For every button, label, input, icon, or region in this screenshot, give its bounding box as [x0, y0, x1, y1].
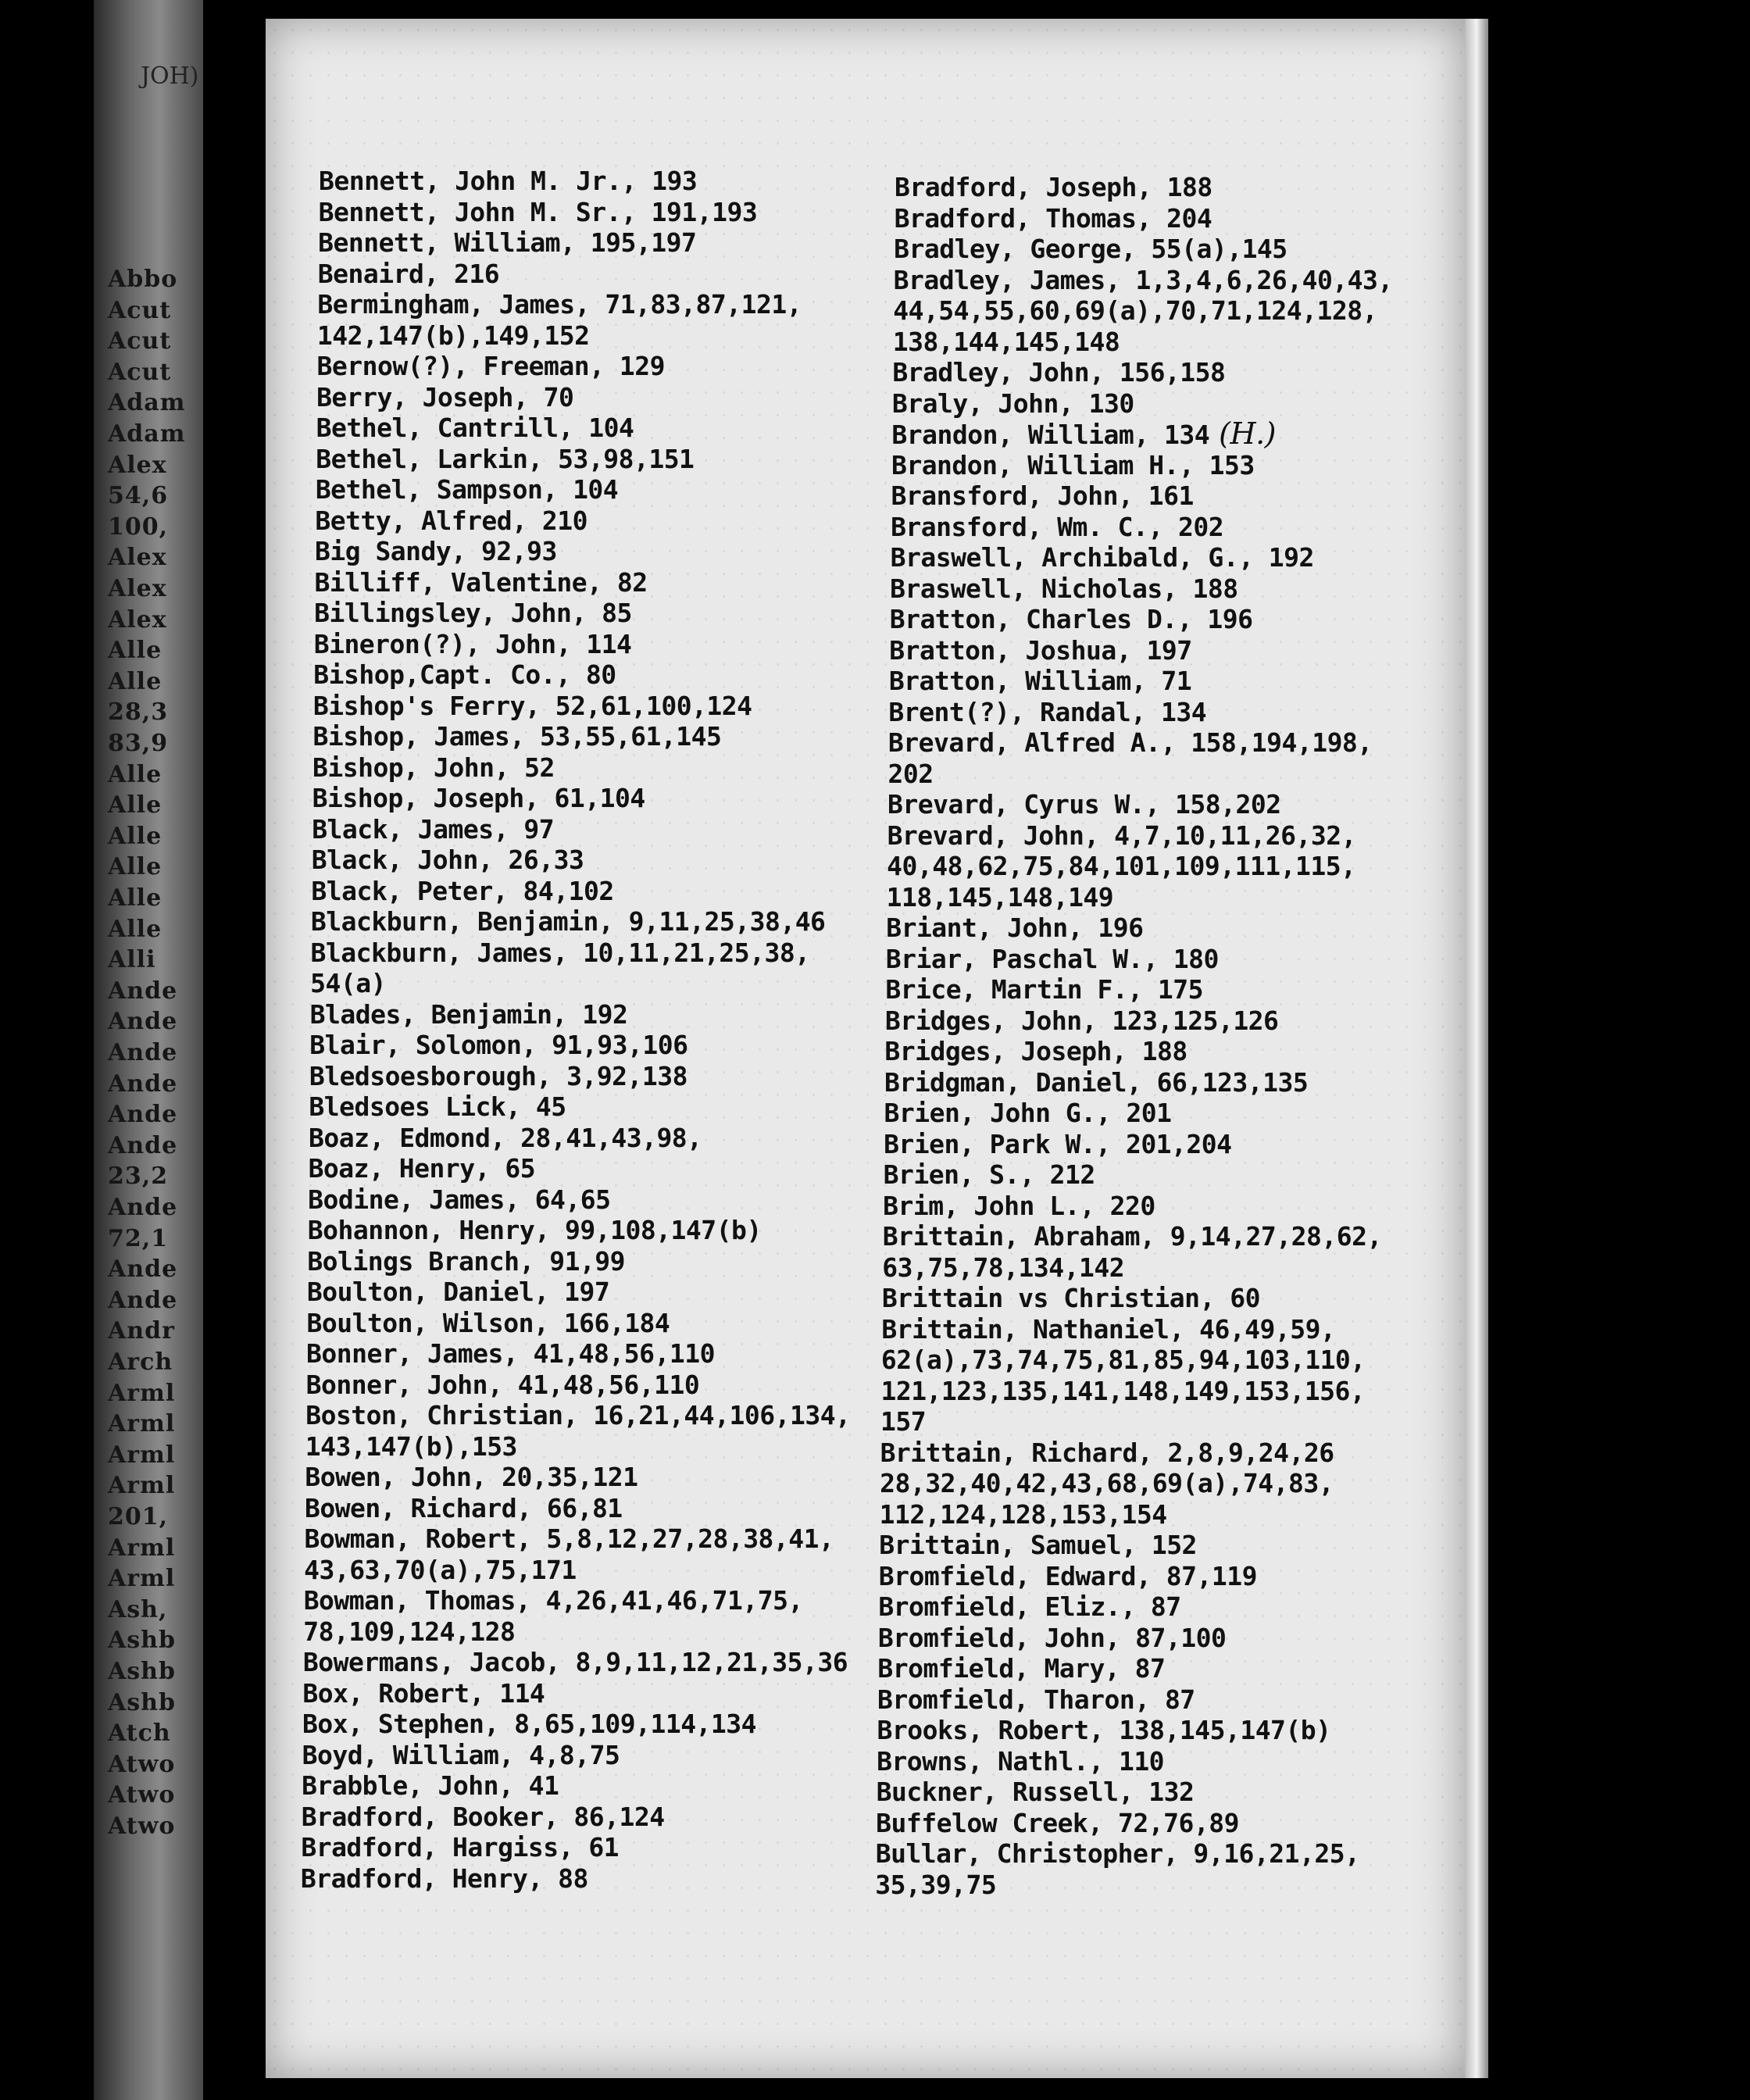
index-entry-text: Bennett, John M. Sr., 191,193: [318, 196, 758, 227]
strip-line: Alle: [108, 667, 162, 695]
strip-line: Ande: [108, 1255, 178, 1284]
index-entry: [306, 1370, 881, 1401]
strip-line: Ande: [108, 1194, 178, 1221]
index-entry: [316, 474, 881, 505]
index-entry-text: Bledsoes Lick, 45: [309, 1091, 566, 1122]
index-entry: [879, 1561, 1457, 1592]
index-entry-text: Bratton, Joshua, 197: [889, 634, 1192, 666]
index-entry-text: Bethel, Larkin, 53,98,151: [316, 443, 695, 474]
strip-line: 100,: [108, 512, 169, 541]
index-entry: [303, 1616, 881, 1648]
index-entry-text: Bromfield, Tharon, 87: [877, 1684, 1195, 1715]
index-entry-text: Brittain, Richard, 2,8,9,24,26: [880, 1437, 1334, 1468]
index-entry: [315, 505, 881, 537]
index-entry: [891, 416, 1457, 451]
index-entry-text: Betty, Alfred, 210: [315, 505, 588, 536]
index-entry-text: Big Sandy, 92,93: [314, 536, 557, 566]
strip-line: Arml: [108, 1472, 176, 1500]
index-entry: [305, 1462, 881, 1493]
left-index-column: [300, 166, 881, 1894]
index-entry: [316, 444, 881, 475]
index-entry: [302, 1770, 881, 1802]
strip-line: Arch: [108, 1348, 173, 1376]
index-entry: [876, 1808, 1457, 1839]
index-entry: [893, 327, 1457, 358]
index-entry-text: 118,145,148,149: [886, 881, 1114, 912]
handwritten-note: (H.): [1219, 416, 1277, 451]
index-entry-text: Bishop's Ferry, 52,61,100,124: [312, 690, 752, 721]
strip-line: Ash,: [108, 1595, 168, 1623]
index-entry: [305, 1493, 881, 1524]
index-entry: [311, 876, 881, 907]
index-entry: [888, 789, 1457, 820]
index-entry: [309, 1030, 881, 1061]
index-entry: [305, 1431, 881, 1462]
index-entry-text: Bohannon, Henry, 99,108,147(b): [307, 1215, 762, 1245]
index-entry-text: Blades, Benjamin, 192: [309, 998, 628, 1030]
index-entry: [309, 1153, 881, 1184]
index-entry: [309, 1061, 881, 1092]
index-entry: [888, 697, 1457, 728]
index-entry: [314, 629, 881, 660]
index-entry-text: Braswell, Nicholas, 188: [890, 573, 1238, 604]
index-entry-text: 78,109,124,128: [303, 1616, 516, 1647]
index-entry: [877, 1746, 1457, 1777]
index-entry-text: Bratton, Charles D., 196: [889, 604, 1253, 634]
index-entry-text: Box, Stephen, 8,65,109,114,134: [302, 1709, 757, 1739]
strip-line: Abbo: [108, 266, 178, 293]
index-entry: [891, 480, 1458, 512]
index-entry-text: Brim, John L., 220: [883, 1190, 1155, 1221]
index-entry-text: Brooks, Robert, 138,145,147(b): [877, 1715, 1331, 1745]
index-entry-text: Boulton, Wilson, 166,184: [306, 1307, 670, 1338]
strip-line: Andr: [108, 1317, 175, 1345]
index-entry: [880, 1438, 1457, 1469]
strip-line: Alle: [108, 760, 162, 788]
index-entry-text: Bridgman, Daniel, 66,123,135: [884, 1066, 1309, 1098]
index-entry: [884, 1159, 1457, 1191]
index-entry-text: 143,147(b),153: [305, 1430, 517, 1462]
strip-line: Ande: [108, 1070, 178, 1098]
index-entry-text: 112,124,128,153,154: [879, 1498, 1167, 1530]
strip-line: 28,3: [108, 698, 169, 727]
index-entry-text: Bennett, John M. Jr., 193: [319, 166, 698, 196]
index-entry-text: Bowman, Robert, 5,8,12,27,28,38,41,: [304, 1523, 834, 1554]
index-entry-text: Brittain, Abraham, 9,14,27,28,62,: [882, 1221, 1382, 1252]
index-entry: [315, 567, 881, 598]
index-entry-text: Bledsoesborough, 3,92,138: [309, 1060, 688, 1091]
strip-line: Alle: [108, 884, 162, 912]
strip-line: 23,2: [108, 1162, 169, 1191]
index-entry-text: Bishop,Capt. Co., 80: [313, 659, 616, 690]
index-entry: [891, 542, 1457, 573]
index-entry: [883, 1221, 1457, 1252]
strip-line: Ande: [108, 977, 178, 1005]
index-entry-text: Brevard, John, 4,7,10,11,26,32,: [887, 820, 1356, 851]
index-entry: [887, 882, 1457, 913]
strip-line: Acut: [108, 358, 172, 386]
index-entry-text: Brent(?), Randal, 134: [888, 696, 1207, 727]
index-entry: [892, 357, 1457, 388]
strip-line: Ande: [108, 1101, 178, 1129]
index-entry-text: Buckner, Russell, 132: [876, 1777, 1195, 1807]
index-entry-text: Braly, John, 130: [891, 388, 1134, 419]
index-entry-text: Bridges, Joseph, 188: [884, 1036, 1188, 1066]
index-entry: [312, 721, 881, 752]
index-entry: [878, 1623, 1457, 1654]
index-entry-text: Black, Peter, 84,102: [311, 875, 614, 906]
index-entry: [893, 295, 1457, 327]
index-entry-text: 121,123,135,141,148,149,153,156,: [880, 1375, 1366, 1406]
index-entry: [305, 1523, 881, 1555]
index-entry-text: Browns, Nathl., 110: [877, 1745, 1165, 1777]
index-entry: [883, 1191, 1457, 1222]
index-entry: [302, 1709, 881, 1740]
index-entry-text: Brandon, William, 134: [891, 420, 1210, 450]
index-entry-text: Brittain, Samuel, 152: [879, 1530, 1197, 1560]
index-entry-text: Billiff, Valentine, 82: [314, 566, 648, 598]
index-entry-text: Black, James, 97: [312, 813, 555, 845]
index-entry-text: Boyd, William, 4,8,75: [302, 1739, 620, 1770]
index-entry-text: Bolings Branch, 91,99: [307, 1245, 626, 1277]
index-entry-text: Briar, Paschal W., 180: [885, 943, 1219, 974]
index-entry-text: Berry, Joseph, 70: [316, 381, 574, 412]
index-entry-text: Billingsley, John, 85: [314, 598, 632, 628]
index-entry: [308, 1215, 881, 1246]
index-entry: [891, 512, 1457, 543]
index-entry: [885, 1005, 1457, 1037]
index-entry-text: Bonner, James, 41,48,56,110: [306, 1338, 715, 1369]
index-entry: [885, 974, 1457, 1005]
index-entry-text: Boaz, Edmond, 28,41,43,98,: [308, 1122, 702, 1153]
adjacent-page-strip: [94, 0, 203, 2100]
index-entry-text: Box, Robert, 114: [302, 1677, 545, 1709]
strip-line: 72,1: [108, 1224, 169, 1252]
index-entry-text: Bromfield, John, 87,100: [877, 1622, 1227, 1653]
index-entry-text: 35,39,75: [875, 1869, 997, 1900]
index-entry-text: Black, John, 26,33: [311, 845, 584, 875]
index-entry: [888, 820, 1457, 852]
strip-line: Arml: [108, 1441, 176, 1469]
strip-line: Alle: [108, 791, 162, 820]
index-entry: [309, 1091, 881, 1123]
index-entry: [890, 573, 1457, 605]
index-entry: [319, 197, 881, 228]
index-entry-text: 28,32,40,42,43,68,69(a),74,83,: [880, 1468, 1334, 1498]
index-entry-text: Brien, S., 212: [883, 1159, 1095, 1190]
index-entry: [880, 1468, 1457, 1499]
strip-line: Alex: [108, 605, 167, 634]
index-entry: [880, 1376, 1457, 1407]
index-entry: [301, 1832, 881, 1863]
index-entry-text: Brandon, William H., 153: [891, 449, 1255, 480]
strip-line: Alex: [108, 575, 167, 602]
strip-line: Alex: [108, 544, 167, 572]
strip-line: Arml: [108, 1534, 176, 1562]
strip-line: Acut: [108, 327, 172, 355]
index-entry: [880, 1499, 1457, 1530]
index-entry-text: Brabble, John, 41: [302, 1770, 559, 1801]
index-entry: [306, 1308, 881, 1339]
index-entry-text: 44,54,55,60,69(a),70,71,124,128,: [893, 295, 1377, 326]
index-entry: [884, 1067, 1457, 1098]
index-entry-text: Bethel, Sampson, 104: [315, 474, 619, 505]
index-entry: [878, 1591, 1457, 1623]
strip-line: Atwo: [108, 1812, 176, 1840]
index-entry-text: 157: [880, 1406, 927, 1437]
index-entry-text: 138,144,145,148: [892, 326, 1120, 357]
index-entry-text: Bromfield, Mary, 87: [877, 1653, 1166, 1684]
index-entry: [886, 912, 1457, 944]
strip-line: Ande: [108, 1039, 178, 1066]
index-entry-text: Bridges, John, 123,125,126: [884, 1005, 1279, 1036]
right-index-column: [875, 172, 1457, 1900]
index-entry: [310, 999, 881, 1030]
strip-line: Adam: [108, 389, 186, 417]
page-edge: [1465, 19, 1488, 2078]
index-entry: [894, 234, 1457, 265]
index-entry: [302, 1678, 881, 1709]
index-entry-text: Brittain, Nathaniel, 46,49,59,: [881, 1313, 1336, 1345]
index-entry-text: Bowen, John, 20,35,121: [305, 1462, 638, 1492]
index-entry: [886, 944, 1457, 975]
index-entry-text: Bradley, John, 156,158: [892, 357, 1226, 388]
index-entry: [306, 1338, 881, 1370]
index-entry-text: Briant, John, 196: [886, 912, 1144, 943]
index-entry-text: Bromfield, Edward, 87,119: [878, 1560, 1257, 1591]
index-entry: [311, 906, 881, 938]
index-entry: [314, 598, 881, 629]
index-entry-text: Bradley, George, 55(a),145: [894, 234, 1288, 264]
strip-line: Alle: [108, 915, 162, 943]
index-entry: [884, 1098, 1458, 1129]
index-entry-text: Bodine, James, 64,65: [308, 1184, 611, 1215]
index-entry-text: Bradford, Booker, 86,124: [301, 1801, 665, 1832]
strip-line: Adam: [108, 420, 186, 448]
index-entry: [879, 1530, 1457, 1561]
index-entry-text: Bermingham, James, 71,83,87,121,: [317, 289, 802, 320]
index-entry: [882, 1283, 1457, 1314]
strip-line: Ashb: [108, 1688, 176, 1716]
index-entry: [877, 1653, 1457, 1684]
index-entry: [312, 845, 881, 876]
index-entry-text: Bishop, John, 52: [312, 752, 555, 783]
index-entry-text: Bonner, John, 41,48,56,110: [305, 1369, 700, 1400]
index-entry: [315, 536, 881, 567]
index-entry-text: Braswell, Archibald, G., 192: [890, 542, 1314, 573]
index-page: [266, 19, 1465, 2078]
index-entry-text: Boulton, Daniel, 197: [306, 1277, 610, 1307]
index-entry-text: Bradley, James, 1,3,4,6,26,40,43,: [893, 264, 1393, 295]
index-entry: [884, 1129, 1457, 1160]
strip-line: Alli: [108, 946, 156, 974]
index-entry: [894, 265, 1457, 296]
strip-line: Atwo: [108, 1750, 176, 1778]
index-entry-text: Blair, Solomon, 91,93,106: [309, 1030, 688, 1060]
index-entry: [313, 659, 881, 691]
index-entry-text: Bromfield, Eliz., 87: [878, 1591, 1181, 1622]
strip-line: Ashb: [108, 1627, 176, 1655]
index-entry: [303, 1647, 881, 1678]
index-entry-text: Bennett, William, 195,197: [318, 227, 697, 258]
index-entry: [308, 1184, 881, 1216]
index-entry: [891, 450, 1457, 481]
index-entry: [318, 227, 881, 259]
index-entry: [895, 203, 1457, 234]
strip-line: Ande: [108, 1008, 178, 1036]
index-entry: [317, 320, 881, 352]
index-entry: [888, 759, 1457, 790]
index-entry: [882, 1252, 1457, 1284]
index-entry: [311, 938, 882, 969]
strip-line: Alex: [108, 451, 167, 479]
index-entry: [312, 814, 881, 845]
index-entry-text: Boston, Christian, 16,21,44,106,134,: [305, 1400, 851, 1430]
index-entry-text: Bullar, Christopher, 9,16,21,25,: [875, 1838, 1360, 1869]
index-entry: [877, 1684, 1457, 1716]
index-entry-text: Bransford, Wm. C., 202: [891, 511, 1224, 542]
index-entry-text: Bernow(?), Freeman, 129: [316, 351, 665, 381]
index-entry: [304, 1555, 881, 1586]
index-entry-text: Bowman, Thomas, 4,26,41,46,71,75,: [303, 1585, 803, 1616]
strip-line: Ande: [108, 1131, 178, 1159]
strip-line: Acut: [108, 296, 172, 324]
index-entry-text: Benaird, 216: [317, 258, 500, 289]
index-entry-text: Bradford, Henry, 88: [300, 1862, 588, 1894]
index-entry-text: Bradford, Thomas, 204: [894, 202, 1212, 234]
index-entry-text: 63,75,78,134,142: [882, 1252, 1125, 1283]
strip-line: Alle: [108, 822, 162, 850]
index-entry: [302, 1740, 881, 1771]
index-entry: [877, 1715, 1458, 1746]
index-entry: [312, 752, 881, 784]
index-entry: [318, 259, 881, 290]
strip-line: Alle: [108, 853, 162, 881]
index-entry: [880, 1406, 1457, 1438]
index-entry: [316, 351, 881, 382]
index-entry-text: Bishop, James, 53,55,61,145: [312, 721, 722, 752]
index-entry-text: 40,48,62,75,84,101,109,111,115,: [887, 851, 1356, 881]
strip-line: Alle: [108, 637, 162, 665]
index-entry: [887, 851, 1457, 882]
index-entry-text: 202: [888, 758, 934, 789]
index-entry: [301, 1863, 881, 1895]
index-entry: [313, 691, 881, 722]
strip-line: 54,6: [108, 482, 169, 510]
index-entry: [304, 1585, 881, 1616]
index-entry: [889, 666, 1457, 697]
strip-line: Ashb: [108, 1658, 176, 1685]
index-entry-text: Brien, John G., 201: [884, 1098, 1172, 1128]
index-entry: [307, 1246, 881, 1277]
index-entry-text: 142,147(b),149,152: [316, 320, 590, 351]
index-entry: [877, 1777, 1457, 1808]
index-entry: [319, 166, 881, 197]
strip-line: Atwo: [108, 1781, 176, 1809]
index-entry-text: Bowermans, Jacob, 8,9,11,12,21,35,36: [302, 1647, 848, 1677]
index-entry-text: Bransford, John, 161: [891, 480, 1194, 511]
index-entry-text: Bratton, William, 71: [888, 666, 1192, 696]
index-entry-text: Boaz, Henry, 65: [308, 1153, 536, 1184]
index-entry-text: Blackburn, James, 10,11,21,25,38,: [310, 937, 810, 968]
index-entry: [309, 1123, 881, 1154]
index-entry: [895, 172, 1457, 203]
strip-top-text: JOH): [141, 62, 199, 90]
index-entry-text: Brittain vs Christian, 60: [881, 1283, 1261, 1313]
index-entry-text: Bethel, Cantrill, 104: [316, 412, 634, 443]
strip-line: Arml: [108, 1379, 176, 1407]
index-entry-text: Bishop, Joseph, 61,104: [312, 783, 645, 813]
index-entry: [890, 604, 1457, 635]
index-entry: [310, 968, 881, 999]
strip-line: 83,9: [108, 730, 169, 757]
index-entry: [889, 635, 1457, 666]
index-entry-text: Buffelow Creek, 72,76,89: [876, 1807, 1239, 1838]
index-entry: [317, 289, 881, 320]
index-entry: [876, 1838, 1457, 1870]
index-entry: [892, 388, 1457, 420]
index-entry-text: Brevard, Alfred A., 158,194,198,: [888, 727, 1373, 758]
strip-line: Arml: [108, 1410, 176, 1438]
strip-line: Ande: [108, 1286, 178, 1314]
index-entry-text: 43,63,70(a),75,171: [304, 1554, 577, 1585]
index-entry-text: 54(a): [310, 968, 386, 998]
index-entry: [888, 727, 1457, 759]
index-entry: [881, 1314, 1457, 1345]
index-entry: [316, 382, 881, 413]
index-entry-text: Bowen, Richard, 66,81: [304, 1492, 623, 1523]
index-entry: [875, 1870, 1457, 1901]
index-entry-text: Brice, Martin F., 175: [885, 974, 1204, 1005]
index-entry-text: Brien, Park W., 201,204: [884, 1128, 1232, 1159]
index-entry-text: 62(a),73,74,75,81,85,94,103,110,: [880, 1345, 1366, 1375]
strip-line: 201,: [108, 1503, 169, 1530]
index-entry-text: Bradford, Hargiss, 61: [301, 1832, 620, 1862]
index-entry: [884, 1036, 1457, 1067]
index-entry-text: Blackburn, Benjamin, 9,11,25,38,46: [310, 906, 826, 937]
index-entry-text: Brevard, Cyrus W., 158,202: [888, 789, 1281, 820]
index-entry: [305, 1400, 881, 1431]
index-entry-text: Bineron(?), John, 114: [313, 628, 632, 659]
strip-line: Arml: [108, 1565, 176, 1593]
index-entry: [302, 1802, 881, 1833]
index-entry: [307, 1277, 881, 1308]
index-entry-text: Bradford, Joseph, 188: [895, 172, 1212, 202]
index-entry: [881, 1345, 1457, 1376]
index-entry: [312, 783, 881, 814]
strip-line: Atch: [108, 1720, 171, 1748]
index-entry: [316, 412, 881, 444]
